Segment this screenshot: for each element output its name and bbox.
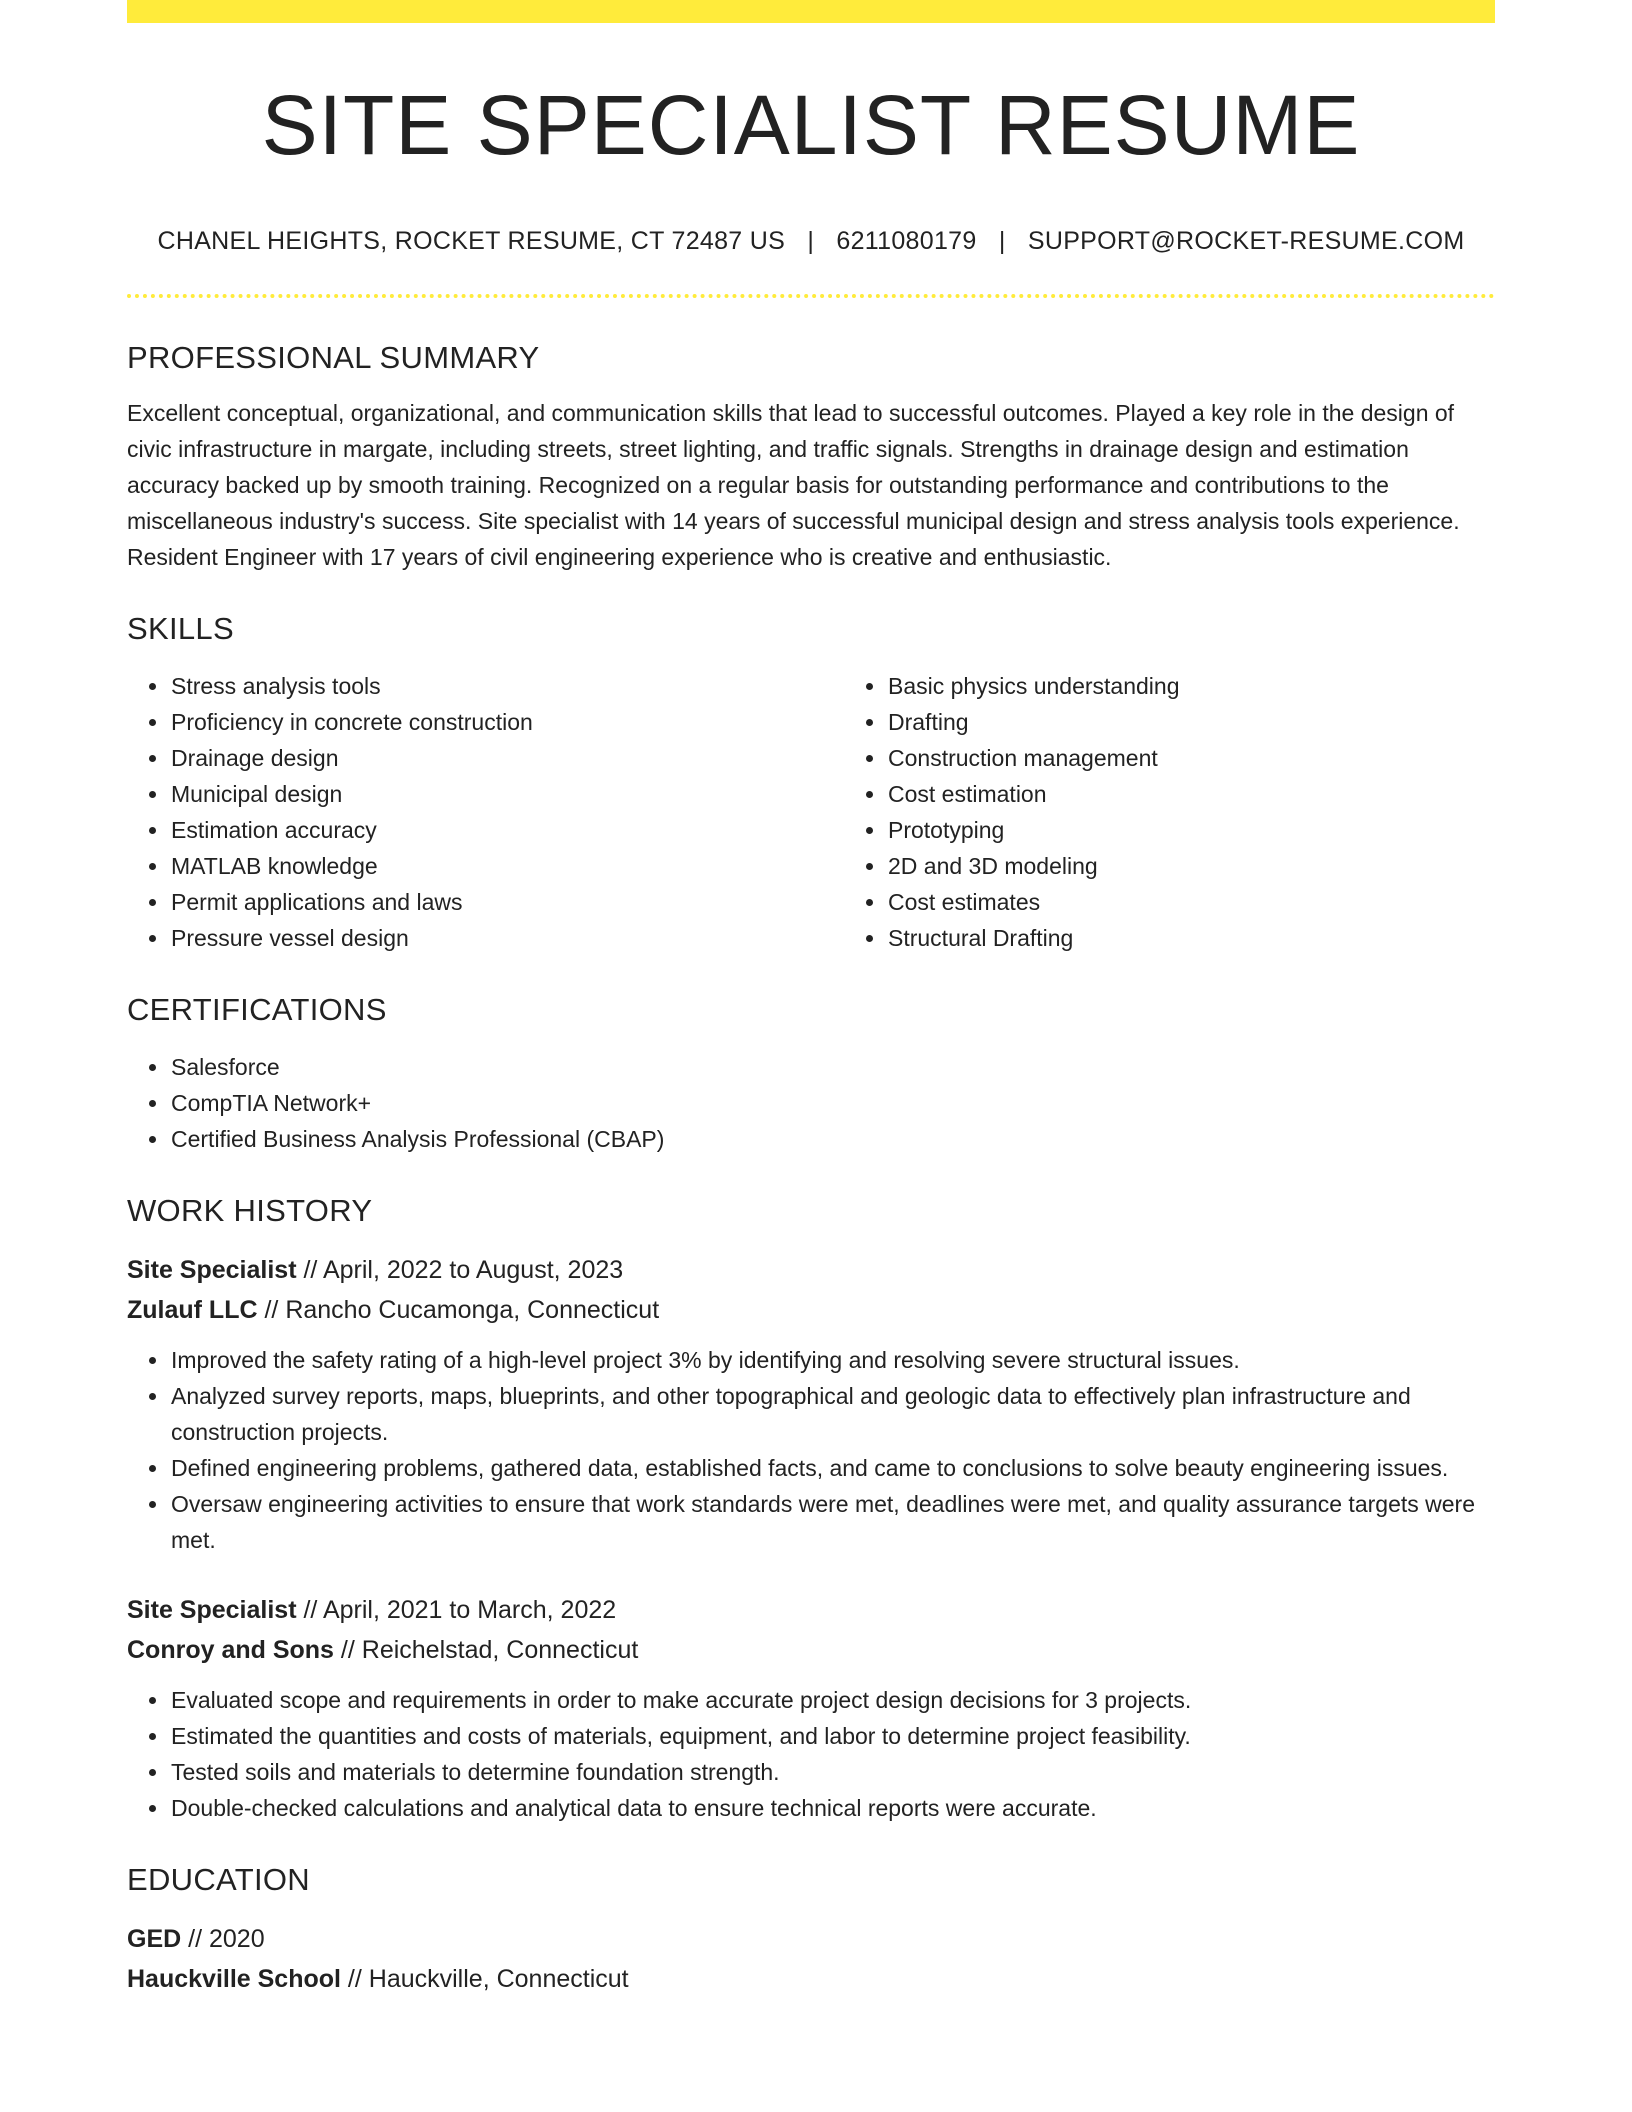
job-location: // Rancho Cucamonga, Connecticut (264, 1296, 660, 1324)
job-bullet: • Defined engineering problems, gathered data, established facts, and came to conclusions to solve beauty engineering issues. (170, 1450, 1495, 1486)
job-bullet: • Evaluated scope and requirements in order to make accurate project design decisions for 3 projects. (170, 1682, 1495, 1718)
skill-item: • 2D and 3D modeling (887, 848, 1561, 884)
education-heading: EDUCATION (127, 1862, 310, 1897)
job-title-line (127, 1590, 1495, 1630)
education-degree: GED (127, 1925, 182, 1953)
job-title: Site Specialist (127, 1256, 297, 1284)
skill-item: • Proficiency in concrete construction (170, 704, 844, 740)
summary-section (127, 342, 1495, 575)
contact-phone: 6211080179 (836, 227, 977, 255)
job-company-line (127, 1290, 1495, 1330)
skills-heading: SKILLS (127, 611, 234, 646)
job-entry (127, 1250, 1495, 1558)
certification-item: • CompTIA Network+ (170, 1085, 1495, 1121)
job-entry (127, 1590, 1495, 1826)
job-bullets (127, 1342, 1495, 1558)
job-bullet: • Tested soils and materials to determine foundation strength. (170, 1754, 1495, 1790)
education-degree-line (127, 1919, 1495, 1959)
work-history-section (127, 1195, 1495, 1826)
education-school-line (127, 1959, 1495, 1999)
job-title: Site Specialist (127, 1596, 297, 1624)
certification-item: • Certified Business Analysis Professional (CBAP) (170, 1121, 1495, 1157)
header-divider (127, 294, 1495, 298)
skill-item: • Stress analysis tools (170, 668, 844, 704)
skill-item: • Municipal design (170, 776, 844, 812)
education-entry (127, 1919, 1495, 1999)
certifications-list (127, 1049, 1495, 1157)
skills-list-left (127, 668, 844, 956)
summary-heading: PROFESSIONAL SUMMARY (127, 340, 540, 375)
contact-address: CHANEL HEIGHTS, ROCKET RESUME, CT 72487 US (157, 227, 786, 255)
education-section (127, 1864, 1495, 1999)
skill-item: • Pressure vessel design (170, 920, 844, 956)
job-bullet: • Analyzed survey reports, maps, blueprints, and other topographical and geologic data to effectively plan infrastructure and construction projects. (170, 1378, 1495, 1450)
certification-item: • Salesforce (170, 1049, 1495, 1085)
skill-item: • Structural Drafting (887, 920, 1561, 956)
job-bullet: • Oversaw engineering activities to ensure that work standards were met, deadlines were met, and quality assurance targets were met. (170, 1486, 1495, 1558)
job-bullets (127, 1682, 1495, 1826)
contact-email: SUPPORT@ROCKET-RESUME.COM (1027, 227, 1465, 255)
resume-page (127, 0, 1495, 1999)
job-title-line (127, 1250, 1495, 1290)
job-company: Zulauf LLC (127, 1296, 258, 1324)
certifications-heading: CERTIFICATIONS (127, 992, 387, 1027)
skills-section (127, 613, 1495, 956)
skill-item: • Cost estimates (887, 884, 1561, 920)
skill-item: • Drafting (887, 704, 1561, 740)
job-location: // Reichelstad, Connecticut (340, 1636, 639, 1664)
skills-grid (127, 668, 1495, 956)
education-location: // Hauckville, Connecticut (347, 1965, 629, 1993)
skill-item: • Cost estimation (887, 776, 1561, 812)
job-bullet: • Double-checked calculations and analytical data to ensure technical reports were accurate. (170, 1790, 1495, 1826)
education-school: Hauckville School (127, 1965, 341, 1993)
top-accent-bar (127, 0, 1495, 23)
skill-item: • Basic physics understanding (887, 668, 1561, 704)
skill-item: • Prototyping (887, 812, 1561, 848)
job-dates: // April, 2022 to August, 2023 (303, 1256, 624, 1284)
certifications-section (127, 994, 1495, 1157)
contact-separator: | (998, 227, 1006, 255)
summary-text: Excellent conceptual, organizational, and communication skills that lead to successful outcomes. Played a key role in the design of civic infrastructure in margate, including streets, street lighting, and traffic signals. Strengths in drainage design and estimation accuracy backed up by smooth training. Recognized on a regular basis for outstanding performance and contributions to the miscellaneous industry's success. Site specialist with 14 years of successful municipal design and stress analysis tools experience. Resident Engineer with 17 years of civil engineering experience who is creative and enthusiastic. (127, 400, 1460, 570)
contact-separator: | (807, 227, 815, 255)
skill-item: • MATLAB knowledge (170, 848, 844, 884)
work-history-heading: WORK HISTORY (127, 1193, 373, 1228)
skill-item: • Permit applications and laws (170, 884, 844, 920)
skills-list-right (844, 668, 1561, 956)
resume-title: SITE SPECIALIST RESUME (261, 78, 1361, 172)
job-company: Conroy and Sons (127, 1636, 334, 1664)
skill-item: • Estimation accuracy (170, 812, 844, 848)
skill-item: • Drainage design (170, 740, 844, 776)
job-company-line (127, 1630, 1495, 1670)
skill-item: • Construction management (887, 740, 1561, 776)
job-bullet: • Estimated the quantities and costs of materials, equipment, and labor to determine project feasibility. (170, 1718, 1495, 1754)
education-year: // 2020 (188, 1925, 265, 1953)
job-dates: // April, 2021 to March, 2022 (303, 1596, 617, 1624)
contact-line (127, 227, 1495, 256)
job-bullet: • Improved the safety rating of a high-level project 3% by identifying and resolving severe structural issues. (170, 1342, 1495, 1378)
